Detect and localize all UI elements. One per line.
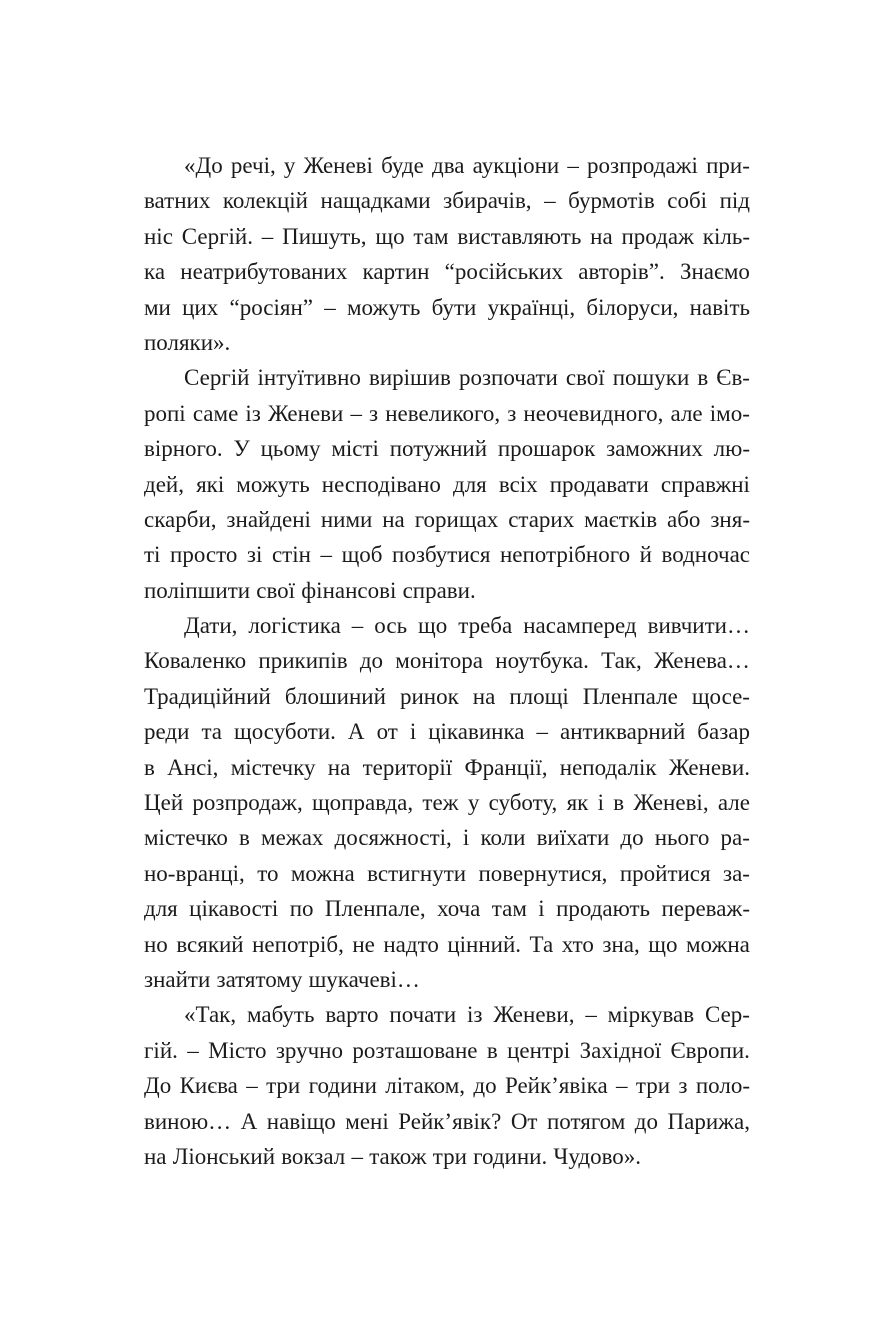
text-line: ті просто зі стін – щоб позбутися непотрібного й водночас xyxy=(144,542,750,568)
paragraph xyxy=(144,360,750,608)
text-line: містечко в межах досяжності, і коли виїхати до нього ра- xyxy=(144,825,750,851)
text-line: в Ансі, містечку на території Франції, неподалік Женеви. xyxy=(144,754,750,780)
body-text xyxy=(144,148,750,1174)
text-line: дей, які можуть несподівано для всіх продавати справжні xyxy=(144,471,750,497)
text-line: но-вранці, то можна встигнути повернутися, пройтися за- xyxy=(144,860,750,886)
text-line: виною… А навіщо мені Рейк’явік? От потягом до Парижа, xyxy=(144,1108,750,1134)
text-line: «До речі, у Женеві буде два аукціони – розпродажі при- xyxy=(184,153,750,178)
text-line: Цей розпродаж, щоправда, теж у суботу, як і в Женеві, але xyxy=(144,790,750,816)
paragraph xyxy=(144,148,750,360)
text-line: Сергій інтуїтивно вирішив розпочати свої пошуки в Єв- xyxy=(184,365,750,391)
text-line: гій. – Місто зручно розташоване в центрі Західної Європи. xyxy=(144,1037,750,1063)
text-line: Коваленко прикипів до монітора ноутбука. Так, Женева… xyxy=(144,648,750,674)
text-line: ми цих “росіян” – можуть бути українці, білоруси, навіть xyxy=(144,294,750,320)
text-line: До Києва – три години літаком, до Рейк’явіка – три з поло- xyxy=(144,1073,750,1099)
text-line: но всякий непотріб, не надто цінний. Та хто зна, що можна xyxy=(144,931,750,957)
text-line: на Ліонський вокзал – також три години. Чудово». xyxy=(144,1143,642,1169)
text-line: скарби, знайдені ними на горищах старих маєтків або зня- xyxy=(144,506,750,532)
text-line: Дати, логістика – ось що треба насамперед вивчити… xyxy=(184,613,750,639)
text-line: ропі саме із Женеви – з невеликого, з неочевидного, але імо- xyxy=(144,400,750,426)
text-line: для цікавості по Пленпале, хоча там і продають переваж- xyxy=(144,896,750,922)
text-line: вірного. У цьому місті потужний прошарок заможних лю- xyxy=(144,436,750,462)
text-line: знайти затятому шукачеві… xyxy=(144,966,420,992)
text-line: поліпшити свої фінансові справи. xyxy=(144,577,476,603)
paragraph xyxy=(144,608,750,997)
text-line: Традиційний блошиний ринок на площі Пленпале щосе- xyxy=(144,683,750,709)
paragraph xyxy=(144,997,750,1174)
text-line: ватних колекцій нащадками збирачів, – бурмотів собі під xyxy=(144,188,750,214)
text-line: «Так, мабуть варто почати із Женеви, – міркував Сер- xyxy=(184,1002,750,1028)
text-line: реди та щосуботи. А от і цікавинка – антикварний базар xyxy=(144,719,750,745)
text-line: поляки». xyxy=(144,329,231,355)
text-line: ка неатрибутованих картин “російських авторів”. Знаємо xyxy=(144,259,750,285)
text-line: ніс Сергій. – Пишуть, що там виставляють на продаж кіль- xyxy=(144,223,750,249)
